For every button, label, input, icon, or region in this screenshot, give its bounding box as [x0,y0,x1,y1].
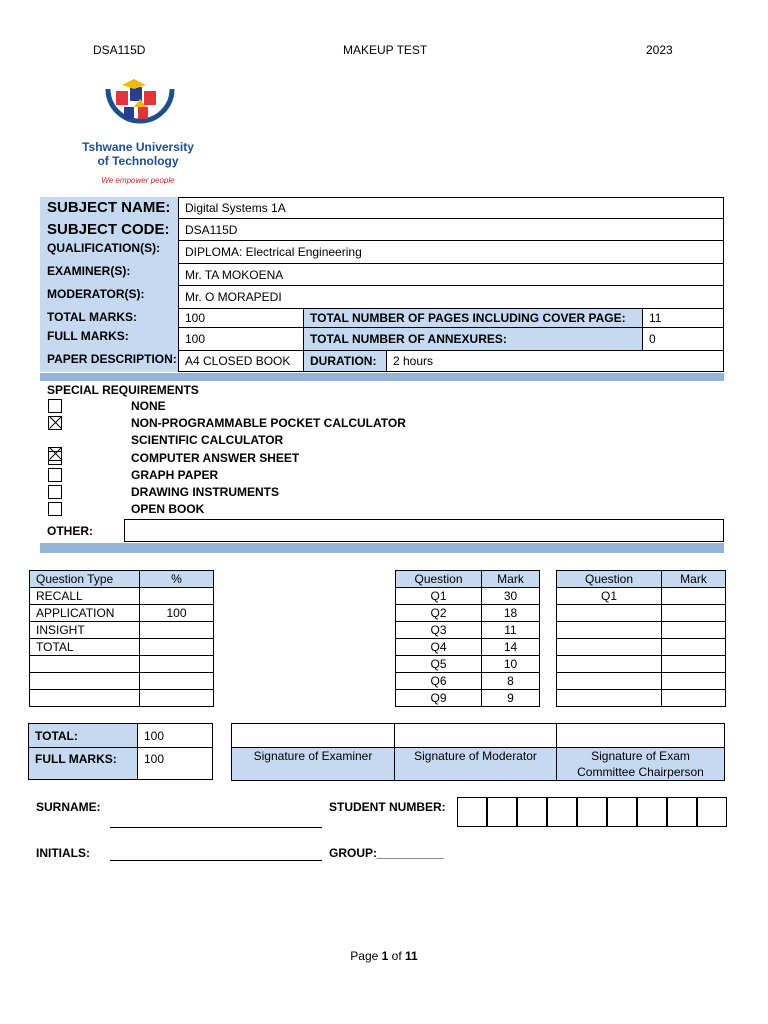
table-cell [662,639,726,656]
requirement-label: NON-PROGRAMMABLE POCKET CALCULATOR [131,416,406,431]
group-label: GROUP:__________ [329,846,444,860]
table-row [30,588,214,605]
table-cell [662,690,726,707]
table-cell: 8 [482,673,540,690]
table-row [30,690,214,707]
table-cell [557,639,662,656]
table-cell: RECALL [30,588,140,605]
table-cell [662,622,726,639]
signature-table [231,723,725,781]
university-logo-emblem [100,77,180,137]
table-row [30,639,214,656]
chair-signature-box[interactable] [557,724,725,748]
table-row [30,656,214,673]
totals-table [28,723,213,780]
total-marks-value: 100 [179,309,304,328]
header-year: 2023 [646,43,673,57]
surname-field[interactable] [110,827,322,828]
requirement-checkbox[interactable] [48,485,62,499]
table-header: Question [396,571,482,588]
annexures-value: 0 [643,328,724,351]
initials-field[interactable] [110,860,322,861]
table-cell [662,588,726,605]
chair-signature-line1: Signature of Exam [591,749,690,763]
student-number-digit-box[interactable] [637,797,667,827]
table-row [557,656,726,673]
table-row [557,639,726,656]
table-header: Question Type [30,571,140,588]
table-cell [557,690,662,707]
table-row [557,622,726,639]
university-logo [100,77,180,137]
student-number-digit-box[interactable] [697,797,727,827]
table-cell [557,656,662,673]
table-cell: 9 [482,690,540,707]
special-requirements-title: SPECIAL REQUIREMENTS [47,383,199,397]
other-field[interactable] [124,519,724,542]
table-cell: Q4 [396,639,482,656]
table-cell: Q2 [396,605,482,622]
table-cell: APPLICATION [30,605,140,622]
page-word: Page [350,949,382,963]
table-row [557,690,726,707]
logo-line2: of Technology [97,154,179,168]
requirement-label: GRAPH PAPER [131,467,219,482]
surname-label: SURNAME: [36,800,101,814]
moderator-signature-label: Signature of Moderator [395,748,557,781]
table-cell: Q6 [396,673,482,690]
header-title: MAKEUP TEST [343,43,428,57]
table-cell: Q3 [396,622,482,639]
table-cell [662,656,726,673]
table-cell: 30 [482,588,540,605]
requirement-checkbox[interactable] [48,399,62,413]
subject-name-label: SUBJECT NAME: [47,199,171,216]
table-cell: Q1 [396,588,482,605]
paper-description-label: PAPER DESCRIPTION: [47,352,177,366]
table-header: % [140,571,214,588]
subject-name-value: Digital Systems 1A [179,198,724,219]
total-marks-label: TOTAL MARKS: [47,310,137,324]
table-cell: 18 [482,605,540,622]
table-cell: Q5 [396,656,482,673]
table-row [396,690,540,707]
section-divider-2 [40,543,724,553]
table-cell: 11 [482,622,540,639]
student-number-label: STUDENT NUMBER: [329,800,446,814]
question-marks-table-2 [556,570,726,707]
table-row [557,588,726,605]
page-footer [0,949,768,963]
table-cell [557,622,662,639]
logo-line1: Tshwane University [82,140,194,154]
requirement-label: OPEN BOOK [131,502,205,517]
pages-label: TOTAL NUMBER OF PAGES INCLUDING COVER PAGE: [304,309,643,328]
examiner-value: Mr. TA MOKOENA [179,264,724,286]
table-cell [140,673,214,690]
of-word: of [388,949,406,963]
chair-signature-line2: Committee Chairperson [577,765,704,779]
student-number-digit-box[interactable] [457,797,487,827]
question-type-table [29,570,214,707]
other-label: OTHER: [47,524,93,538]
table-row [396,639,540,656]
table-row [396,605,540,622]
moderator-value: Mr. O MORAPEDI [179,286,724,309]
table-header: Mark [482,571,540,588]
student-number-digit-box[interactable] [487,797,517,827]
pages-value: 11 [643,309,724,328]
examiner-signature-label: Signature of Examiner [232,748,395,781]
full-marks-value: 100 [179,328,304,351]
table-cell [662,605,726,622]
table-row [396,622,540,639]
table-cell [140,656,214,673]
total-value: 100 [138,724,213,748]
table-cell [30,656,140,673]
table-row [30,673,214,690]
moderator-signature-box[interactable] [395,724,557,748]
table-cell: TOTAL [30,639,140,656]
section-divider [40,373,724,381]
question-marks-table [395,570,540,707]
full-marks-total-value: 100 [138,748,213,780]
qualification-value: DIPLOMA: Electrical Engineering [179,241,724,264]
cover-info-table [178,197,724,372]
table-cell: 100 [140,605,214,622]
paper-description-value: A4 CLOSED BOOK [179,351,304,372]
table-cell [557,673,662,690]
table-row [30,622,214,639]
requirement-label: DRAWING INSTRUMENTS [131,485,279,499]
table-row [557,605,726,622]
student-number-digit-box[interactable] [517,797,547,827]
full-marks-label: FULL MARKS: [47,329,129,343]
table-row [396,673,540,690]
table-header: Question [557,571,662,588]
table-cell: INSIGHT [30,622,140,639]
student-number-digit-box[interactable] [577,797,607,827]
table-cell: 10 [482,656,540,673]
examiner-label: EXAMINER(S): [47,264,131,278]
header-code: DSA115D [93,43,146,57]
requirement-label: NONE [131,399,166,413]
requirement-checkbox[interactable] [48,468,62,482]
table-cell [140,588,214,605]
table-row [557,673,726,690]
table-cell [662,673,726,690]
student-number-digit-box[interactable] [547,797,577,827]
table-cell: Q1 [557,588,662,605]
logo-tagline: We empower people [101,176,175,185]
table-cell: 14 [482,639,540,656]
table-row [396,656,540,673]
initials-label: INITIALS: [36,846,90,860]
examiner-signature-box[interactable] [232,724,395,748]
moderator-label: MODERATOR(S): [47,287,145,301]
requirement-label: COMPUTER ANSWER SHEET [131,450,300,465]
table-cell [557,605,662,622]
table-cell: Q9 [396,690,482,707]
subject-code-label: SUBJECT CODE: [47,221,170,238]
page-number: 1 [381,949,389,963]
chair-signature-label [557,748,725,781]
page-total: 11 [405,949,418,963]
table-cell [30,690,140,707]
requirement-checkbox[interactable] [48,451,62,465]
requirement-label: SCIENTIFIC CALCULATOR [131,433,284,448]
table-cell [140,690,214,707]
requirement-checkbox[interactable] [48,416,62,430]
table-row [30,605,214,622]
table-row [396,588,540,605]
requirement-checkbox[interactable] [48,502,62,516]
full-marks-total-label: FULL MARKS: [29,748,138,780]
table-header: Mark [662,571,726,588]
student-number-digit-box[interactable] [667,797,697,827]
annexures-label: TOTAL NUMBER OF ANNEXURES: [304,328,643,351]
total-label: TOTAL: [29,724,138,748]
table-cell [140,622,214,639]
duration-value: 2 hours [387,351,724,372]
qualification-label: QUALIFICATION(S): [47,241,161,255]
student-number-digit-box[interactable] [607,797,637,827]
table-cell [140,639,214,656]
table-cell [30,673,140,690]
subject-code-value: DSA115D [179,219,724,241]
duration-label: DURATION: [304,351,387,372]
